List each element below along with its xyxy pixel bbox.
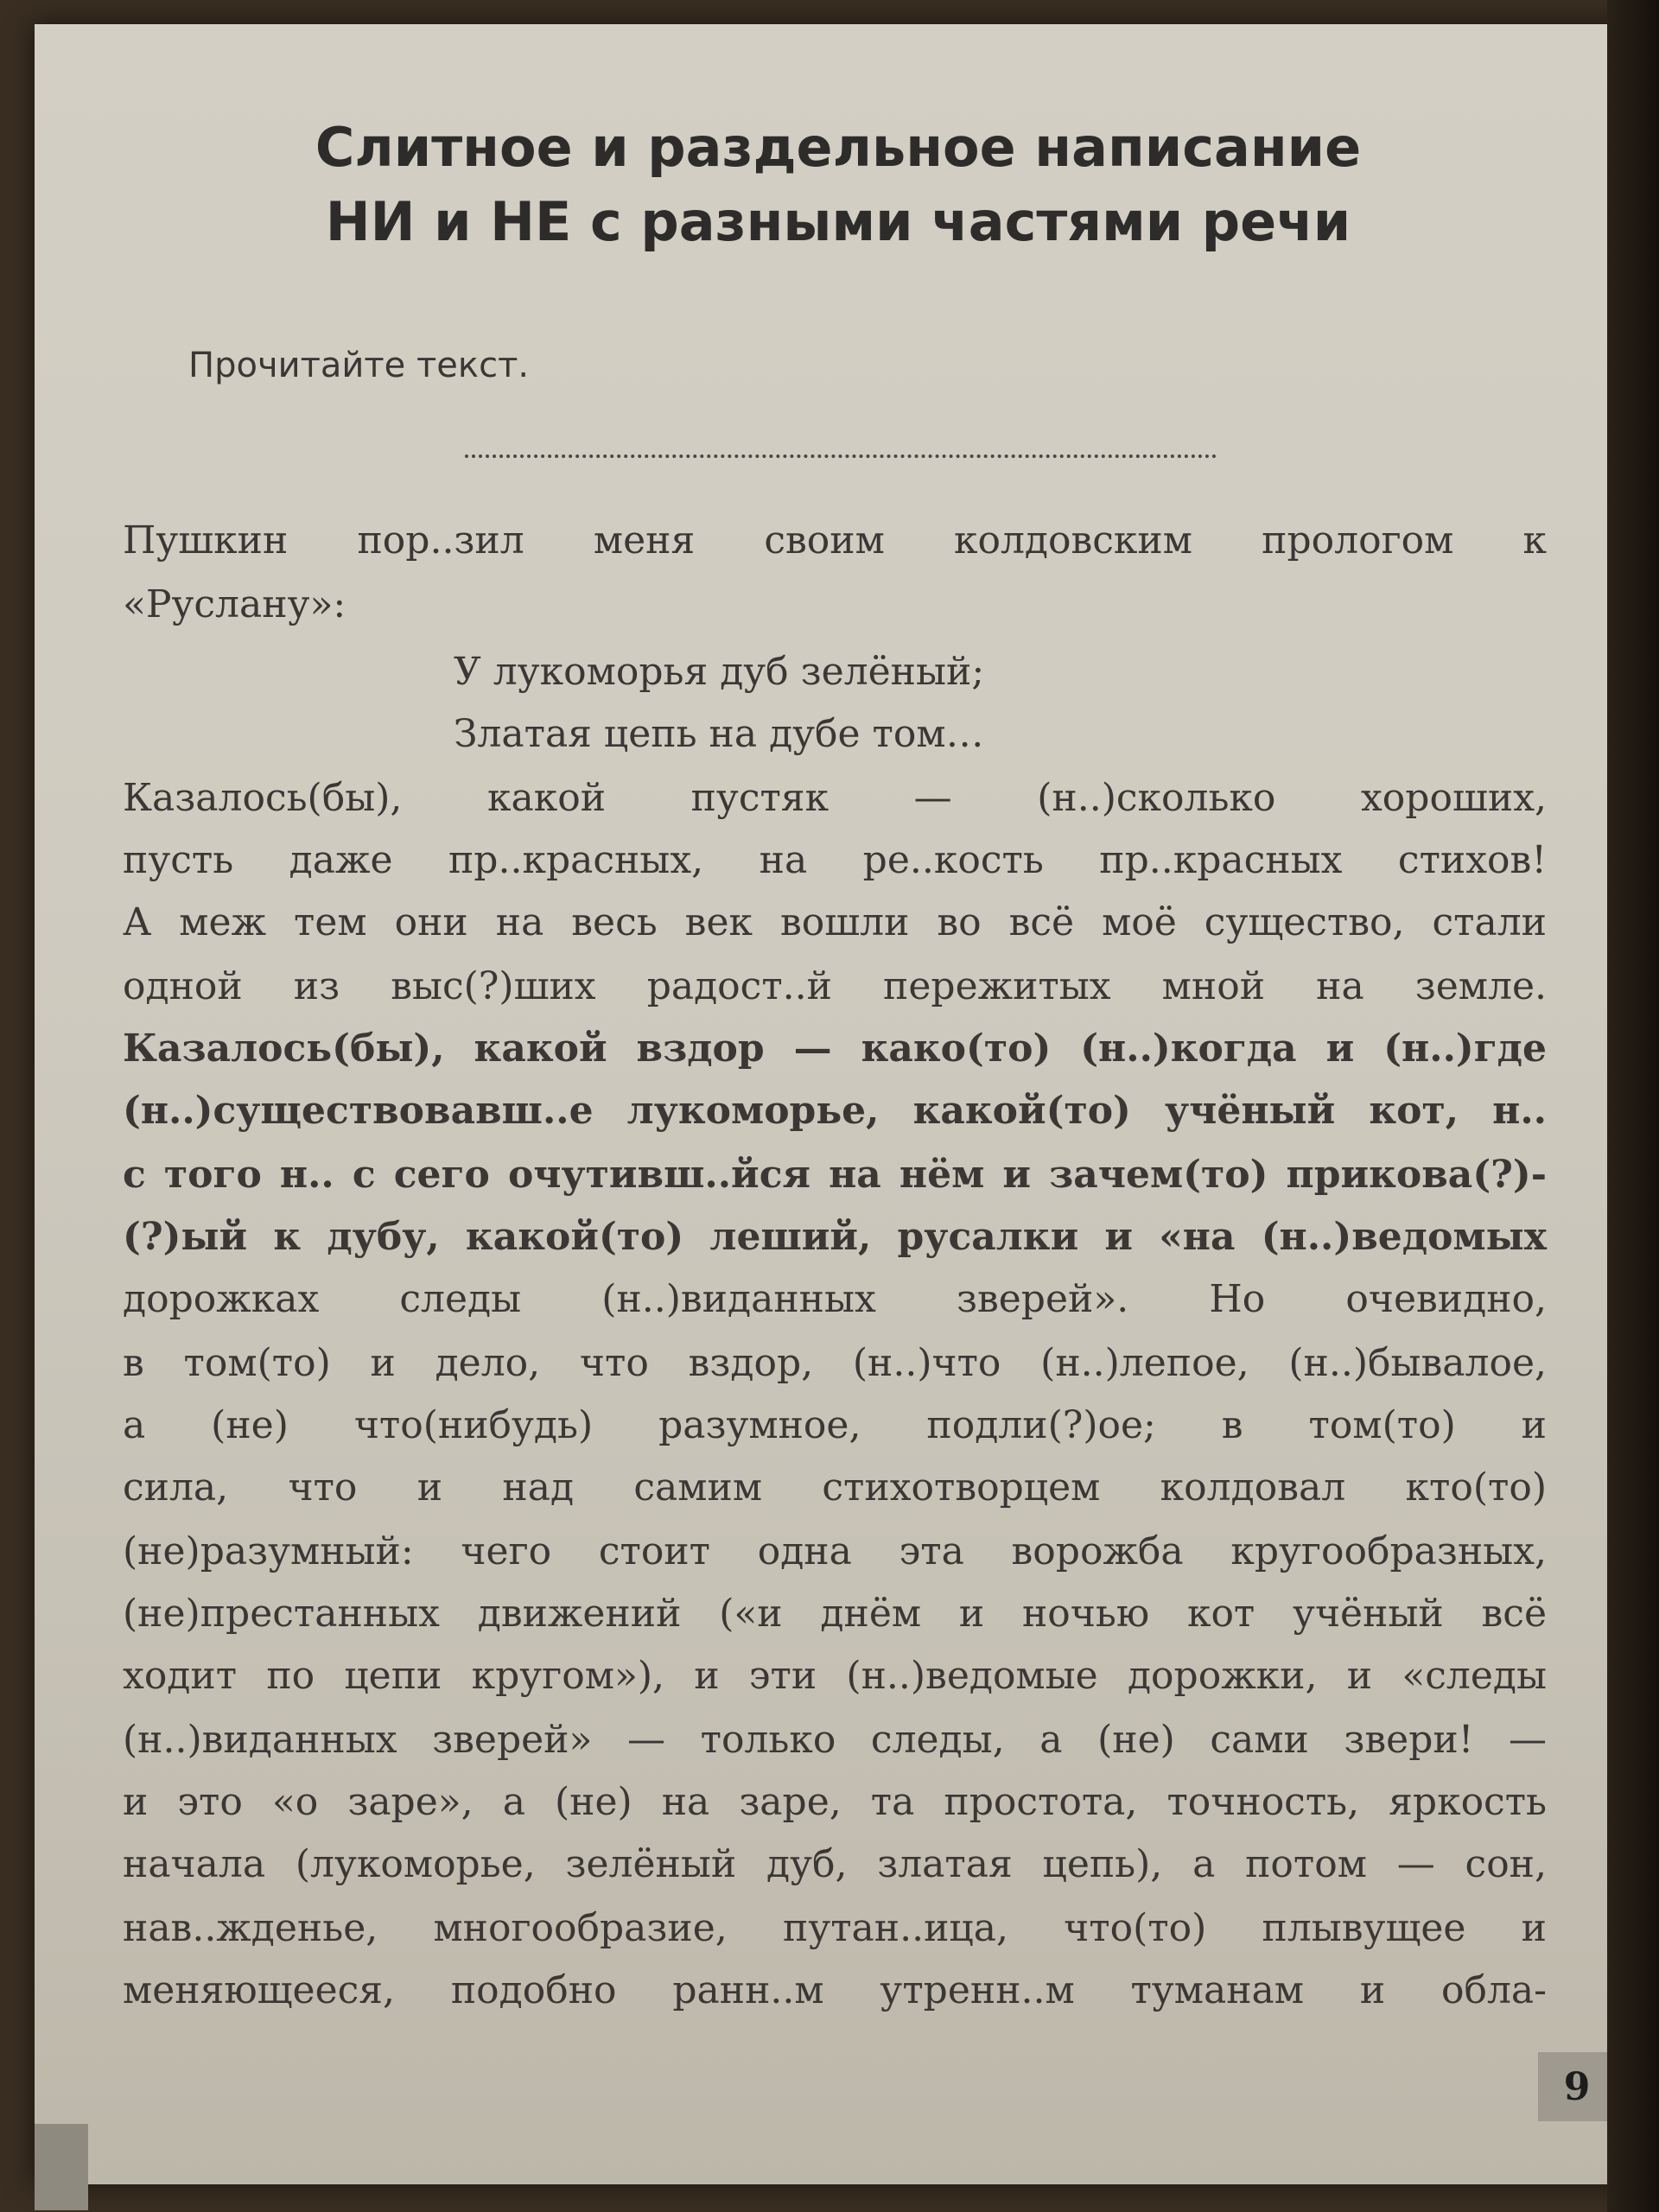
text-line: пусть даже пр..красных, на ре..кость пр..красных стихов! [123, 838, 1547, 882]
verse-line: У лукоморья дуб зелёный; [454, 650, 985, 694]
text-line: меняющееся, подобно ранн..м утренн..м туманам и обла- [123, 1968, 1547, 2012]
text-line: в том(то) и дело, что вздор, (н..)что (н..)лепое, (н..)бывалое, [123, 1341, 1547, 1385]
text-line: (не)разумный: чего стоит одна эта ворожба кругообразных, [123, 1529, 1547, 1573]
text-line: и это «о заре», а (не) на заре, та простота, точность, яркость [123, 1780, 1547, 1824]
text-line: А меж тем они на весь век вошли во всё моё существо, стали [123, 900, 1547, 944]
verse-line: Златая цепь на дубе том… [454, 712, 984, 756]
text-line: (?)ый к дубу, какой(то) леший, русалки и «на (н..)ведомых [123, 1215, 1547, 1259]
text-line: одной из выс(?)ших радост..й пережитых мной на земле. [123, 964, 1547, 1008]
text-line: (не)престанных движений («и днём и ночью кот учёный всё [123, 1592, 1547, 1636]
text-line: сила, что и над самим стихотворцем колдовал кто(то) [123, 1465, 1547, 1510]
book-edge-shadow [1607, 0, 1659, 2212]
text-line: с того н.. с сего очутивш..йся на нём и зачем(то) прикова(?)- [123, 1153, 1547, 1197]
text-line: Казалось(бы), какой вздор — како(то) (н..)когда и (н..)где [123, 1027, 1547, 1071]
page-corner-tab [35, 2124, 88, 2210]
text-line: «Руслану»: [123, 582, 346, 626]
instruction-text: Прочитайте текст. [188, 346, 530, 385]
text-line: начала (лукоморье, зелёный дуб, златая цепь), а потом — сон, [123, 1842, 1547, 1886]
answer-dotted-line [465, 454, 1217, 458]
text-line: (н..)существовавш..е лукоморье, какой(то) учёный кот, н.. [123, 1089, 1547, 1133]
page-number: 9 [1538, 2052, 1616, 2121]
text-line: ходит по цепи кругом»), и эти (н..)ведомые дорожки, и «следы [123, 1654, 1547, 1698]
text-line: дорожках следы (н..)виданных зверей». Но очевидно, [123, 1277, 1547, 1321]
workbook-page [35, 24, 1637, 2184]
text-line: (н..)виданных зверей» — только следы, а (не) сами звери! — [123, 1718, 1547, 1762]
text-line: нав..жденье, многообразие, путан..ица, что(то) плывущее и [123, 1906, 1547, 1950]
text-line: Пушкин пор..зил меня своим колдовским прологом к [123, 518, 1547, 563]
text-line: а (не) что(нибудь) разумное, подли(?)ое; в том(то) и [123, 1403, 1547, 1447]
page-title-line-2: НИ и НЕ с разными частями речи [325, 190, 1351, 253]
page-title-line-1: Слитное и раздельное написание [315, 116, 1362, 179]
text-line: Казалось(бы), какой пустяк — (н..)сколько хороших, [123, 776, 1547, 820]
